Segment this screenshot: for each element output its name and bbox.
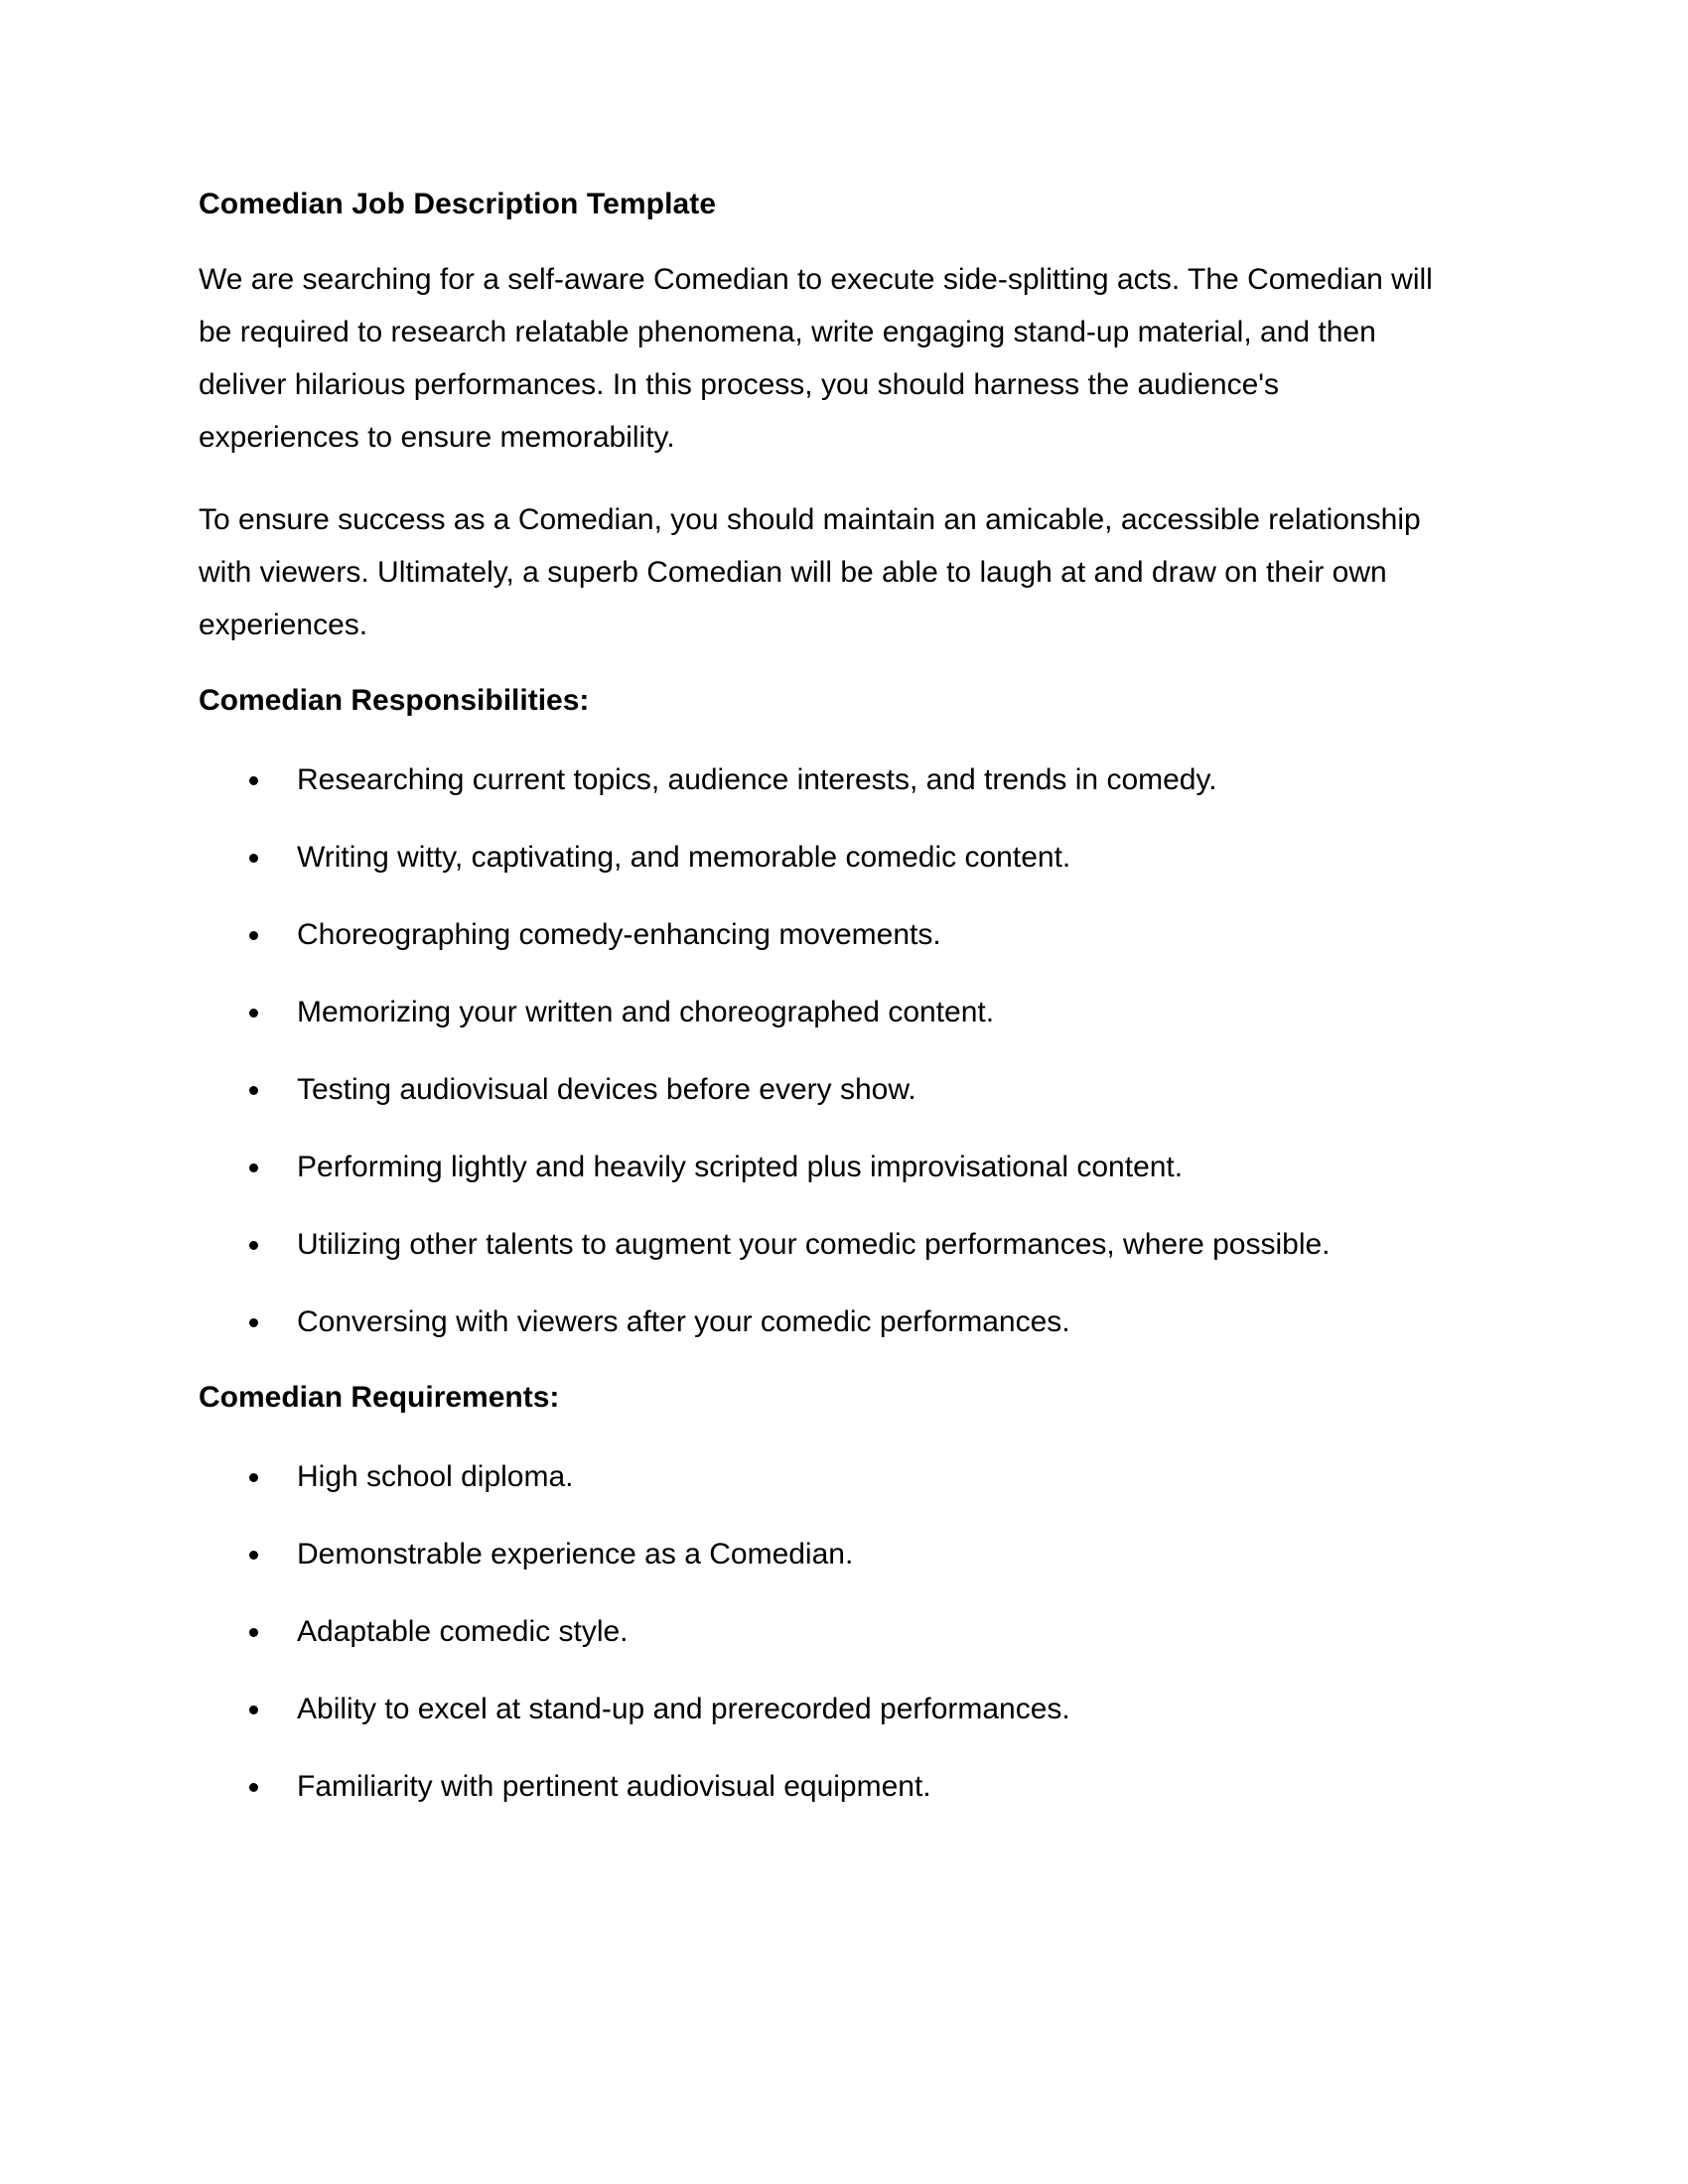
bullet-dot-icon <box>249 1683 263 1735</box>
list-item-label: Researching current topics, audience interests, and trends in comedy. <box>297 763 1217 796</box>
intro-paragraph-2: To ensure success as a Comedian, you should maintain an amicable, accessible relationship with viewers. Ultimately, a superb Comedian will be able to laugh at and draw on their own experiences. <box>199 503 1421 641</box>
list-item <box>199 1218 1449 1271</box>
list-item <box>199 1296 1449 1348</box>
bullet-dot-icon <box>249 1063 263 1116</box>
list-item-label: Writing witty, captivating, and memorable comedic content. <box>297 841 1071 874</box>
bullet-dot-icon <box>249 1296 263 1348</box>
intro-paragraph-1: We are searching for a self-aware Comedian to execute side-splitting acts. The Comedian will be required to research relatable phenomena, write engaging stand-up material, and then deliver hilarious performances. In this process, you should harness the audience's experiences to ensure memorability. <box>199 263 1433 454</box>
bullet-dot-icon <box>249 1528 263 1580</box>
bullet-dot-icon <box>249 1760 263 1813</box>
list-item <box>199 908 1449 961</box>
bullet-dot-icon <box>249 908 263 961</box>
bullet-dot-icon <box>249 1141 263 1193</box>
list-item-label: Utilizing other talents to augment your comedic performances, where possible. <box>297 1228 1331 1261</box>
list-item <box>199 831 1449 884</box>
list-item-label: Familiarity with pertinent audiovisual equipment. <box>297 1770 931 1803</box>
list-item-label: Choreographing comedy-enhancing movements. <box>297 918 941 951</box>
list-item-label: Testing audiovisual devices before every show. <box>297 1073 916 1106</box>
list-item <box>199 1141 1449 1193</box>
list-item <box>199 986 1449 1038</box>
section-heading-requirements: Comedian Requirements: <box>199 1381 560 1414</box>
list-item <box>199 1063 1449 1116</box>
list-item-label: Conversing with viewers after your comedic performances. <box>297 1305 1070 1338</box>
page-title: Comedian Job Description Template <box>199 188 717 220</box>
list-item-label: Ability to excel at stand-up and prerecorded performances. <box>297 1693 1070 1725</box>
requirements-list <box>199 1450 1460 1813</box>
bullet-dot-icon <box>249 986 263 1038</box>
responsibilities-list <box>199 753 1460 1348</box>
bullet-dot-icon <box>249 1218 263 1271</box>
bullet-dot-icon <box>249 831 263 884</box>
list-item <box>199 1450 1449 1503</box>
list-item-label: Demonstrable experience as a Comedian. <box>297 1538 854 1570</box>
list-item <box>199 1605 1449 1658</box>
list-item-label: Memorizing your written and choreographed content. <box>297 996 995 1028</box>
bullet-dot-icon <box>249 753 263 806</box>
list-item <box>199 1683 1449 1735</box>
list-item-label: High school diploma. <box>297 1460 574 1493</box>
list-item-label: Performing lightly and heavily scripted plus improvisational content. <box>297 1151 1184 1183</box>
list-item <box>199 1760 1449 1813</box>
bullet-dot-icon <box>249 1605 263 1658</box>
list-item <box>199 1528 1449 1580</box>
document-body <box>199 185 1460 1837</box>
list-item-label: Adaptable comedic style. <box>297 1615 629 1648</box>
list-item <box>199 753 1449 806</box>
section-heading-responsibilities: Comedian Responsibilities: <box>199 684 590 717</box>
bullet-dot-icon <box>249 1450 263 1503</box>
